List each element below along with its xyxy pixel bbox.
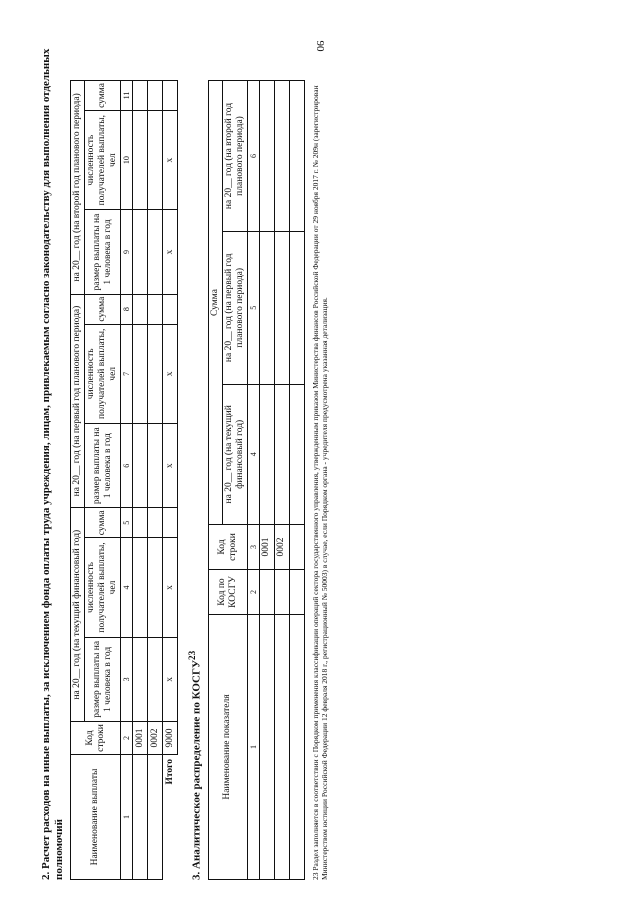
kosgu-sum-header: Сумма	[208, 81, 222, 525]
x-mark: x	[163, 424, 178, 508]
p1-count-header: численность получателей выплаты, чел	[85, 538, 121, 637]
col-num: 10	[121, 110, 133, 209]
kosgu-col-kosgu-header: Код по КОСГУ	[208, 570, 247, 615]
col-num: 11	[121, 81, 133, 111]
col-num: 4	[121, 538, 133, 637]
total-label: Итого	[164, 759, 175, 785]
col-num: 4	[247, 384, 259, 524]
col-num: 2	[121, 722, 133, 755]
col-name-header: Наименование выплаты	[71, 755, 121, 880]
table-row	[259, 81, 274, 880]
kosgu-period3-header: на 20__ год (на второй год планового периода)	[222, 81, 247, 232]
kosgu-col-name-header: Наименование показателя	[208, 615, 247, 880]
row-code: 0001	[133, 722, 148, 755]
payments-table	[70, 80, 178, 880]
table-row	[274, 81, 289, 880]
footnote-ref: 23	[187, 650, 197, 660]
page-number: 90	[314, 40, 326, 52]
row-code: 0001	[259, 525, 274, 570]
table-row	[133, 81, 148, 880]
x-mark: x	[163, 110, 178, 209]
p1-sum-header: сумма	[85, 508, 121, 538]
p3-size-header: размер выплаты на 1 человека в год	[85, 210, 121, 294]
p3-sum-header: сумма	[85, 81, 121, 111]
col-num: 3	[121, 637, 133, 721]
p2-sum-header: сумма	[85, 294, 121, 324]
x-mark: x	[163, 324, 178, 423]
col-num: 6	[247, 81, 259, 232]
x-mark: x	[163, 210, 178, 294]
col-num: 1	[247, 615, 259, 880]
section3-title	[186, 30, 204, 880]
p1-size-header: размер выплаты на 1 человека в год	[85, 637, 121, 721]
kosgu-col-code-header: Код строки	[208, 525, 247, 570]
column-number-row	[121, 81, 133, 880]
section2-title: 2. Расчет расходов на иные выплаты, за исключением фонда оплаты труда учреждения, лицам, привлекаемым согласно законодательству для выполнения отдельных полномочий	[40, 48, 65, 880]
col-num: 7	[121, 324, 133, 423]
kosgu-table	[208, 80, 305, 880]
table-row	[289, 81, 304, 880]
period2-header: на 20__ год (на первый год планового периода)	[71, 294, 85, 508]
period1-header: на 20__ год (на текущий финансовый год)	[71, 508, 85, 722]
total-code: 9000	[163, 722, 178, 755]
footnote: 23 Раздел заполняется в соответствии с Порядком применения классификации операций сектора государственного управления, утвержденным приказом Министерства финансов Российской Федерации от 29 ноября 2017 г. № 209н (зарегистрирован Министерством юстиции Российской Федерации 12 февраля 2018 г., регистрационный № 50003) в случае, если Порядком органа - учредителя предусмотрена указанная детализация.	[310, 85, 329, 880]
section3-title-text: 3. Аналитическое распределение по КОСГУ	[190, 659, 203, 880]
kosgu-period2-header: на 20__ год (на первый год планового периода)	[222, 231, 247, 384]
kosgu-period1-header: на 20__ год (на текущий финансовый год)	[222, 384, 247, 524]
col-num: 5	[247, 231, 259, 384]
p3-count-header: численность получателей выплаты, чел	[85, 110, 121, 209]
col-num: 2	[247, 570, 259, 615]
col-num: 5	[121, 508, 133, 538]
table-row	[148, 81, 163, 880]
period3-header: на 20__ год (на второй год планового периода)	[71, 81, 85, 295]
kosgu-column-number-row	[247, 81, 259, 880]
col-code-header: Код строки	[71, 722, 121, 755]
col-num: 8	[121, 294, 133, 324]
p2-size-header: размер выплаты на 1 человека в год	[85, 424, 121, 508]
rotated-page-content	[40, 30, 600, 880]
p2-count-header: численность получателей выплаты, чел	[85, 324, 121, 423]
x-mark: x	[163, 637, 178, 721]
col-num: 1	[121, 755, 133, 880]
col-num: 3	[247, 525, 259, 570]
col-num: 6	[121, 424, 133, 508]
row-code: 0002	[148, 722, 163, 755]
row-code: 0002	[274, 525, 289, 570]
total-row	[163, 81, 178, 880]
col-num: 9	[121, 210, 133, 294]
x-mark: x	[163, 538, 178, 637]
